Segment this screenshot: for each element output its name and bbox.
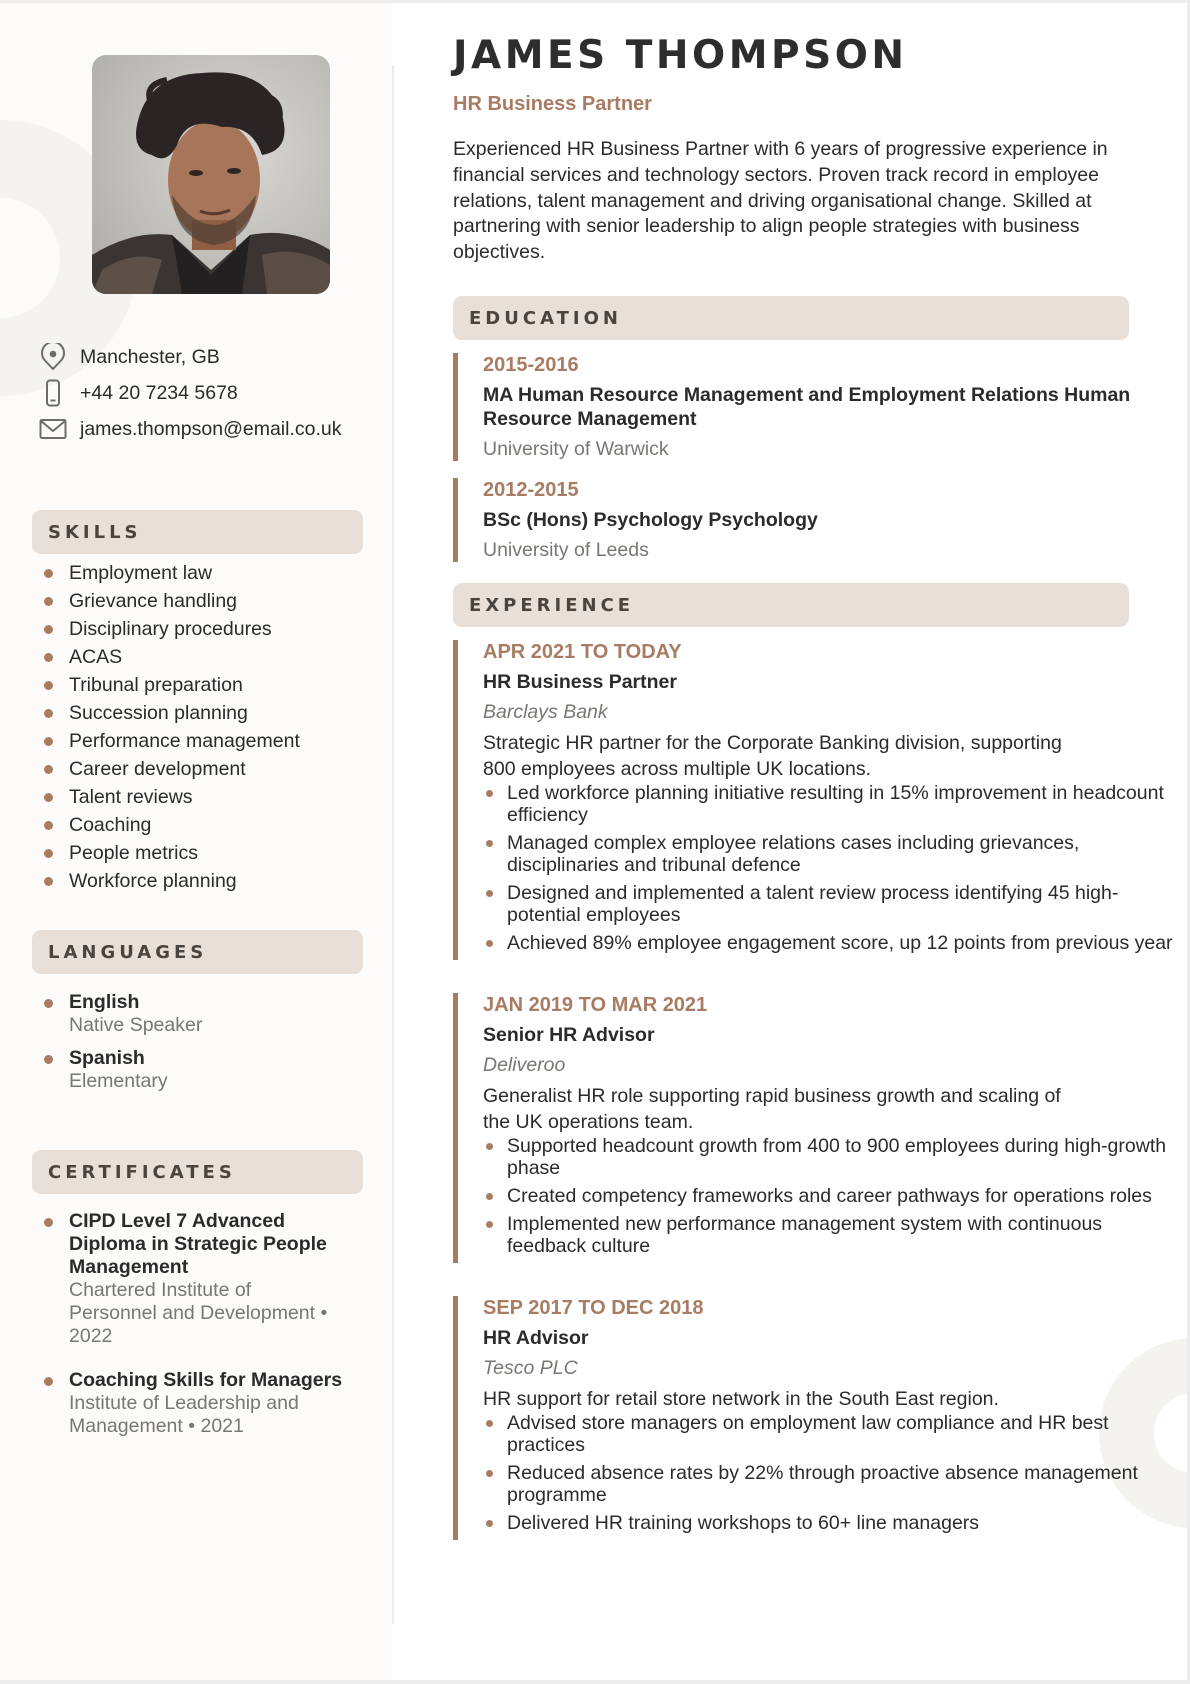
experience-dates: JAN 2019 TO MAR 2021 xyxy=(483,994,708,1016)
experience-description: HR support for retail store network in the South East region. xyxy=(483,1388,999,1410)
experience-description: Generalist HR role supporting rapid business growth and scaling of the UK operations team. xyxy=(483,1085,1061,1133)
skill-item: ACAS xyxy=(44,643,374,671)
column-divider xyxy=(392,65,394,1624)
experience-dates: APR 2021 TO TODAY xyxy=(483,641,682,663)
language-level: Elementary xyxy=(69,1070,168,1092)
language-name: English xyxy=(69,991,140,1013)
experience-company: Barclays Bank xyxy=(483,701,608,723)
sidebar xyxy=(0,3,392,1684)
skill-item: Grievance handling xyxy=(44,587,374,615)
experience-entry xyxy=(453,993,1190,1263)
experience-description: Strategic HR partner for the Corporate Banking division, supporting 800 employees across multiple UK locations. xyxy=(483,732,1062,780)
envelope-icon xyxy=(38,414,68,444)
skill-item: Tribunal preparation xyxy=(44,671,374,699)
language-item xyxy=(44,1047,374,1093)
skill-item: Succession planning xyxy=(44,699,374,727)
education-degree: BSc (Hons) Psychology Psychology xyxy=(483,509,818,531)
education-header: EDUCATION xyxy=(453,296,1129,340)
education-years: 2012-2015 xyxy=(483,479,579,501)
certificates-list xyxy=(44,1210,344,1448)
location-pin-icon xyxy=(38,342,68,372)
profile-summary: Experienced HR Business Partner with 6 years of progressive experience in financial services and technology sectors. Proven track record in employee relations, talent management and driving organisational change. Skilled at partnering with senior leadership to align people strategies with business objectives. xyxy=(453,138,1108,264)
experience-title: HR Business Partner xyxy=(483,671,677,693)
experience-bullet: Designed and implemented a talent review process identifying 45 high-potential employees xyxy=(483,882,1173,926)
experience-bullet: Advised store managers on employment law compliance and HR best practices xyxy=(483,1412,1173,1456)
skill-item: Talent reviews xyxy=(44,783,374,811)
education-years: 2015-2016 xyxy=(483,354,579,376)
contact-email xyxy=(38,411,388,447)
education-school: University of Leeds xyxy=(483,539,649,561)
portrait-illustration xyxy=(92,55,330,294)
languages-header: LANGUAGES xyxy=(32,930,363,974)
experience-bullet: Delivered HR training workshops to 60+ line managers xyxy=(483,1512,1173,1534)
experience-bullet: Achieved 89% employee engagement score, up 12 points from previous year xyxy=(483,932,1173,954)
language-level: Native Speaker xyxy=(69,1014,203,1036)
phone-icon xyxy=(38,378,68,408)
phone-text[interactable]: +44 20 7234 5678 xyxy=(80,381,238,404)
experience-entry xyxy=(453,640,1190,960)
experience-title: Senior HR Advisor xyxy=(483,1024,655,1046)
languages-list xyxy=(44,991,374,1103)
experience-bullets xyxy=(483,782,1190,954)
certificate-issuer: Institute of Leadership and Management • 2021 xyxy=(69,1392,299,1437)
certificate-item xyxy=(44,1210,344,1348)
experience-company: Deliveroo xyxy=(483,1054,566,1076)
language-item xyxy=(44,991,374,1037)
candidate-name: JAMES THOMPSON xyxy=(453,33,908,78)
language-name: Spanish xyxy=(69,1047,145,1069)
contact-phone xyxy=(38,375,388,411)
contact-location xyxy=(38,339,388,375)
certificate-issuer: Chartered Institute of Personnel and Development • 2022 xyxy=(69,1279,328,1347)
experience-bullet: Supported headcount growth from 400 to 900 employees during high-growth phase xyxy=(483,1135,1173,1179)
experience-header: EXPERIENCE xyxy=(453,583,1129,627)
contact-list xyxy=(38,339,388,447)
certificates-header: CERTIFICATES xyxy=(32,1150,363,1194)
experience-company: Tesco PLC xyxy=(483,1357,578,1379)
education-degree: MA Human Resource Management and Employment Relations Human Resource Management xyxy=(483,384,1131,430)
skills-header: SKILLS xyxy=(32,510,363,554)
experience-bullet: Managed complex employee relations cases including grievances, disciplinaries and tribunal defence xyxy=(483,832,1173,876)
skills-list xyxy=(44,559,374,895)
location-text: Manchester, GB xyxy=(80,345,220,368)
education-entry xyxy=(453,478,1190,562)
profile-photo xyxy=(92,55,330,294)
experience-entry xyxy=(453,1296,1190,1540)
certificate-title: Coaching Skills for Managers xyxy=(69,1369,343,1391)
skill-item: Coaching xyxy=(44,811,374,839)
experience-bullet: Reduced absence rates by 22% through proactive absence management programme xyxy=(483,1462,1173,1506)
experience-title: HR Advisor xyxy=(483,1327,589,1349)
experience-bullet: Implemented new performance management system with continuous feedback culture xyxy=(483,1213,1173,1257)
skill-item: Employment law xyxy=(44,559,374,587)
experience-bullets xyxy=(483,1412,1190,1534)
skill-item: Disciplinary procedures xyxy=(44,615,374,643)
skill-item: Career development xyxy=(44,755,374,783)
candidate-role: HR Business Partner xyxy=(453,93,652,115)
experience-dates: SEP 2017 TO DEC 2018 xyxy=(483,1297,704,1319)
email-text[interactable]: james.thompson@email.co.uk xyxy=(80,417,342,440)
certificate-item xyxy=(44,1369,344,1438)
experience-bullets xyxy=(483,1135,1190,1257)
experience-bullet: Led workforce planning initiative resulting in 15% improvement in headcount efficiency xyxy=(483,782,1173,826)
skill-item: Workforce planning xyxy=(44,867,374,895)
skill-item: People metrics xyxy=(44,839,374,867)
skill-item: Performance management xyxy=(44,727,374,755)
education-entry xyxy=(453,353,1190,461)
experience-bullet: Created competency frameworks and career pathways for operations roles xyxy=(483,1185,1173,1207)
education-school: University of Warwick xyxy=(483,438,669,460)
certificate-title: CIPD Level 7 Advanced Diploma in Strategic People Management xyxy=(69,1210,327,1278)
